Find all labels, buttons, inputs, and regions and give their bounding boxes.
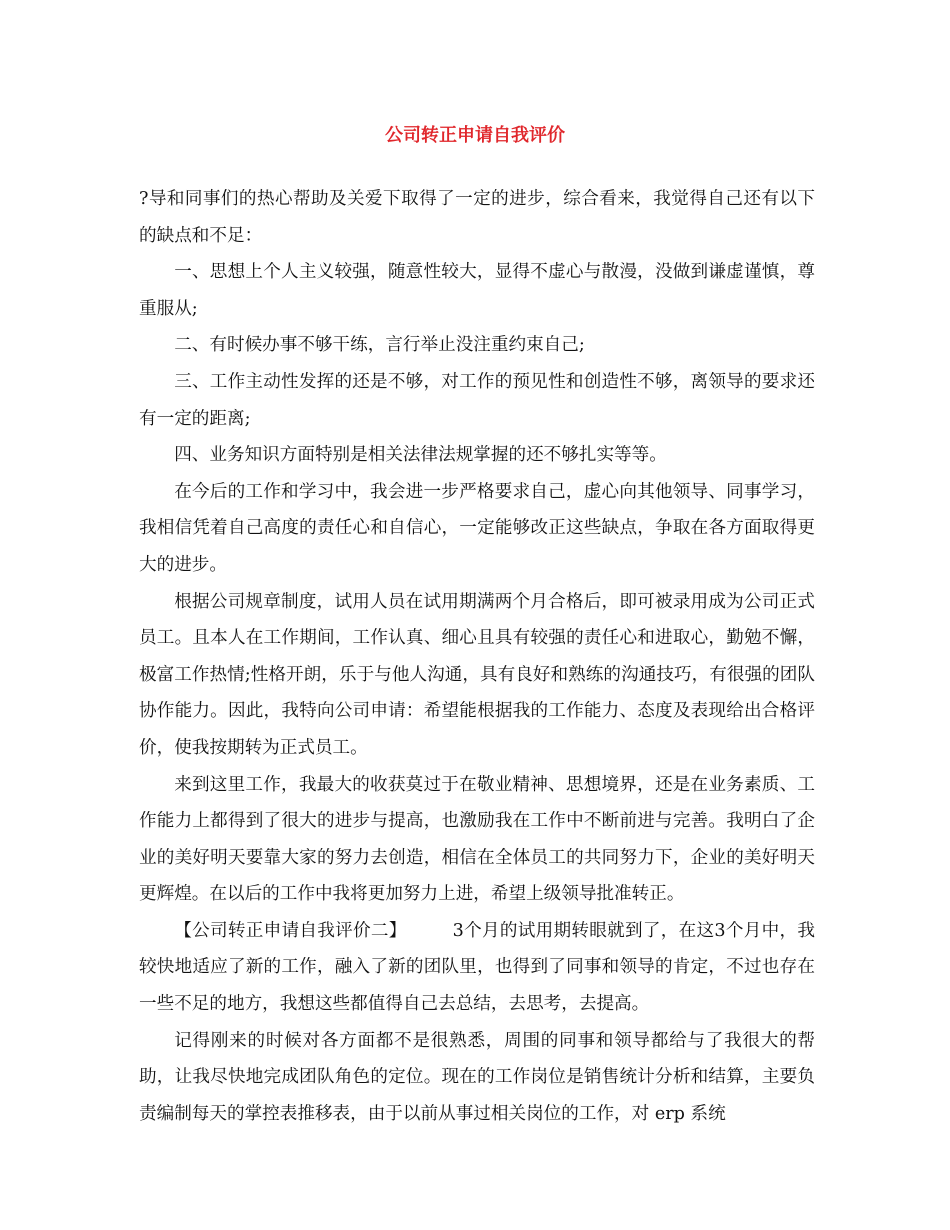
paragraph: 在今后的工作和学习中，我会进一步严格要求自己，虚心向其他领导、同事学习，我相信凭着自己高度的责任心和自信心，一定能够改正这些缺点，争取在各方面取得更大的进步。 bbox=[139, 481, 815, 575]
document-body bbox=[139, 181, 815, 1132]
paragraph: 记得刚来的时候对各方面都不是很熟悉，周围的同事和领导都给与了我很大的帮助，让我尽快地完成团队角色的定位。现在的工作岗位是销售统计分析和结算，主要负责编制每天的掌控表推移表，由于以前从事过相关岗位的工作，对 erp 系统 bbox=[139, 1030, 815, 1124]
paragraph: 来到这里工作，我最大的收获莫过于在敬业精神、思想境界，还是在业务素质、工作能力上都得到了很大的进步与提高，也激励我在工作中不断前进与完善。我明白了企业的美好明天要靠大家的努力去创造，相信在全体员工的共同努力下，企业的美好明天更辉煌。在以后的工作中我将更加努力上进，希望上级领导批准转正。 bbox=[139, 774, 815, 905]
section-text: 3个月的试用期转眼就到了，在这3个月中，我较快地适应了新的工作，融入了新的团队里，也得到了同事和领导的肯定，不过也存在一些不足的地方，我想这些都值得自己去总结，去思考，去提高。 bbox=[139, 920, 815, 1015]
section-two-paragraph bbox=[139, 913, 815, 1023]
paragraph: 二、有时候办事不够干练，言行举止没注重约束自己; bbox=[174, 335, 585, 356]
paragraph: 三、工作主动性发挥的还是不够，对工作的预见性和创造性不够，离领导的要求还有一定的距离; bbox=[139, 371, 815, 429]
document-title: 公司转正申请自我评价 bbox=[385, 125, 565, 146]
paragraph: 根据公司规章制度，试用人员在试用期满两个月合格后，即可被录用成为公司正式员工。且本人在工作期间，工作认真、细心且具有较强的责任心和进取心，勤勉不懈，极富工作热情;性格开朗，乐于与他人沟通，具有良好和熟练的沟通技巧，有很强的团队协作能力。因此，我特向公司申请：希望能根据我的工作能力、态度及表现给出合格评价，使我按期转为正式员工。 bbox=[139, 591, 815, 758]
paragraph: 一、思想上个人主义较强，随意性较大，显得不虚心与散漫，没做到谦虚谨慎，尊重服从; bbox=[139, 262, 815, 319]
paragraph: ?导和同事们的热心帮助及关爱下取得了一定的进步，综合看来，我觉得自己还有以下的缺点和不足： bbox=[139, 189, 815, 246]
paragraph: 四、业务知识方面特别是相关法律法规掌握的还不够扎实等等。 bbox=[174, 445, 667, 466]
section-heading: 【公司转正申请自我评价二】 bbox=[174, 920, 407, 941]
